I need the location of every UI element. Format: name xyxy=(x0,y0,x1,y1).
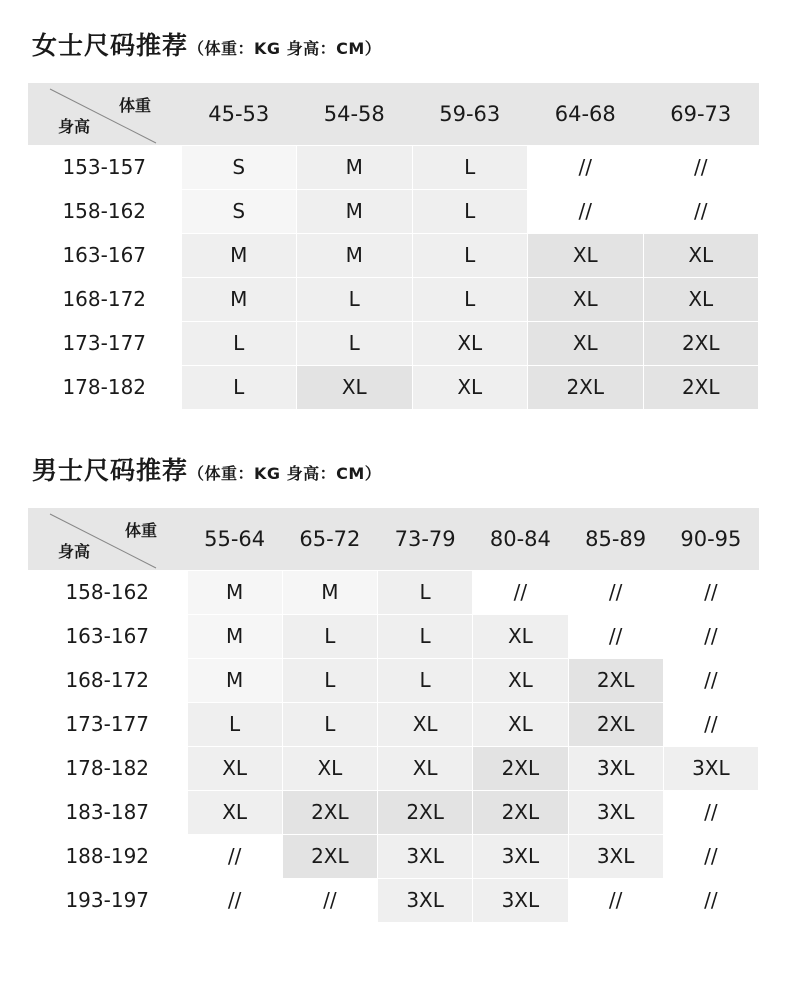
size-cell: XL xyxy=(643,233,759,277)
size-cell: L xyxy=(282,702,377,746)
women-header-row xyxy=(28,83,759,145)
size-cell: XL xyxy=(528,321,644,365)
size-cell: 2XL xyxy=(473,746,568,790)
size-cell: XL xyxy=(473,702,568,746)
size-cell: XL xyxy=(412,365,528,409)
weight-header: 64-68 xyxy=(528,83,644,145)
weight-header: 54-58 xyxy=(297,83,413,145)
women-section-title xyxy=(32,26,381,62)
weight-header: 73-79 xyxy=(378,508,473,570)
size-cell: L xyxy=(378,570,473,614)
size-cell: L xyxy=(412,277,528,321)
size-cell: M xyxy=(181,277,297,321)
table-row xyxy=(28,145,759,189)
men-header-row xyxy=(28,508,759,570)
size-cell: XL xyxy=(187,746,282,790)
weight-header: 59-63 xyxy=(412,83,528,145)
table-row xyxy=(28,365,759,409)
height-label: 183-187 xyxy=(28,790,187,834)
table-row xyxy=(28,277,759,321)
size-cell: M xyxy=(297,189,413,233)
size-cell: M xyxy=(187,570,282,614)
size-cell: L xyxy=(412,233,528,277)
size-cell: // xyxy=(568,878,663,922)
size-cell: M xyxy=(181,233,297,277)
size-cell: 3XL xyxy=(663,746,758,790)
diagonal-divider xyxy=(28,83,181,145)
height-label: 178-182 xyxy=(28,746,187,790)
weight-header: 69-73 xyxy=(643,83,759,145)
size-cell: 2XL xyxy=(643,365,759,409)
weight-header: 80-84 xyxy=(473,508,568,570)
women-unit-note: （体重：KG 身高：CM） xyxy=(188,39,382,58)
size-cell: 2XL xyxy=(568,702,663,746)
height-label: 168-172 xyxy=(28,277,181,321)
size-cell: 2XL xyxy=(528,365,644,409)
size-cell: XL xyxy=(378,746,473,790)
size-cell: L xyxy=(378,614,473,658)
weight-header: 90-95 xyxy=(663,508,758,570)
corner-height-label: 身高 xyxy=(58,542,91,561)
table-row xyxy=(28,834,759,878)
size-cell: // xyxy=(663,614,758,658)
size-cell: XL xyxy=(528,233,644,277)
size-cell: L xyxy=(282,658,377,702)
table-row xyxy=(28,614,759,658)
height-label: 163-167 xyxy=(28,614,187,658)
corner-height-label: 身高 xyxy=(58,117,91,136)
size-cell: 3XL xyxy=(473,834,568,878)
size-cell: L xyxy=(412,189,528,233)
size-cell: // xyxy=(663,790,758,834)
table-row xyxy=(28,878,759,922)
size-cell: L xyxy=(282,614,377,658)
size-cell: M xyxy=(187,658,282,702)
size-cell: XL xyxy=(187,790,282,834)
table-row xyxy=(28,702,759,746)
size-cell: 3XL xyxy=(378,834,473,878)
size-cell: // xyxy=(643,189,759,233)
size-cell: XL xyxy=(528,277,644,321)
women-title: 女士尺码推荐 xyxy=(32,31,189,60)
size-cell: XL xyxy=(378,702,473,746)
men-section-title xyxy=(32,451,381,487)
size-cell: XL xyxy=(643,277,759,321)
size-cell: // xyxy=(663,658,758,702)
table-row xyxy=(28,658,759,702)
size-cell: L xyxy=(181,321,297,365)
size-cell: XL xyxy=(473,658,568,702)
size-cell: // xyxy=(528,145,644,189)
size-cell: // xyxy=(528,189,644,233)
table-row xyxy=(28,790,759,834)
height-label: 193-197 xyxy=(28,878,187,922)
size-cell: L xyxy=(297,321,413,365)
height-label: 173-177 xyxy=(28,321,181,365)
height-label: 163-167 xyxy=(28,233,181,277)
size-cell: 2XL xyxy=(282,834,377,878)
height-label: 173-177 xyxy=(28,702,187,746)
size-cell: M xyxy=(187,614,282,658)
corner-weight-label: 体重 xyxy=(124,521,157,540)
size-cell: // xyxy=(568,570,663,614)
size-cell: L xyxy=(412,145,528,189)
size-cell: XL xyxy=(473,614,568,658)
size-cell: 2XL xyxy=(282,790,377,834)
height-label: 153-157 xyxy=(28,145,181,189)
size-cell: 2XL xyxy=(643,321,759,365)
table-row xyxy=(28,570,759,614)
size-cell: // xyxy=(663,834,758,878)
size-cell: // xyxy=(187,878,282,922)
table-row xyxy=(28,189,759,233)
height-label: 178-182 xyxy=(28,365,181,409)
size-cell: 3XL xyxy=(568,746,663,790)
size-cell: // xyxy=(473,570,568,614)
size-cell: 2XL xyxy=(378,790,473,834)
corner-weight-label: 体重 xyxy=(118,96,151,115)
table-row xyxy=(28,321,759,365)
size-cell: L xyxy=(181,365,297,409)
size-cell: XL xyxy=(282,746,377,790)
size-cell: 3XL xyxy=(568,790,663,834)
size-cell: 2XL xyxy=(568,658,663,702)
size-cell: 3XL xyxy=(473,878,568,922)
size-cell: // xyxy=(282,878,377,922)
weight-header: 45-53 xyxy=(181,83,297,145)
table-row xyxy=(28,233,759,277)
size-cell: S xyxy=(181,189,297,233)
weight-header: 65-72 xyxy=(282,508,377,570)
size-cell: M xyxy=(282,570,377,614)
women-size-table xyxy=(28,83,759,410)
size-cell: XL xyxy=(412,321,528,365)
diagonal-divider xyxy=(28,508,187,570)
size-cell: // xyxy=(187,834,282,878)
men-size-table xyxy=(28,508,759,923)
size-cell: // xyxy=(643,145,759,189)
size-cell: L xyxy=(297,277,413,321)
weight-header: 55-64 xyxy=(187,508,282,570)
size-cell: XL xyxy=(297,365,413,409)
size-cell: 2XL xyxy=(473,790,568,834)
height-label: 158-162 xyxy=(28,189,181,233)
size-cell: 3XL xyxy=(568,834,663,878)
size-cell: 3XL xyxy=(378,878,473,922)
size-cell: S xyxy=(181,145,297,189)
height-label: 158-162 xyxy=(28,570,187,614)
size-cell: // xyxy=(568,614,663,658)
size-cell: // xyxy=(663,702,758,746)
men-corner-cell xyxy=(28,508,187,570)
size-cell: M xyxy=(297,145,413,189)
size-cell: L xyxy=(187,702,282,746)
men-title: 男士尺码推荐 xyxy=(32,456,189,485)
size-cell: M xyxy=(297,233,413,277)
size-cell: L xyxy=(378,658,473,702)
height-label: 188-192 xyxy=(28,834,187,878)
size-cell: // xyxy=(663,878,758,922)
women-corner-cell xyxy=(28,83,181,145)
height-label: 168-172 xyxy=(28,658,187,702)
size-cell: // xyxy=(663,570,758,614)
men-unit-note: （体重：KG 身高：CM） xyxy=(188,464,382,483)
weight-header: 85-89 xyxy=(568,508,663,570)
table-row xyxy=(28,746,759,790)
